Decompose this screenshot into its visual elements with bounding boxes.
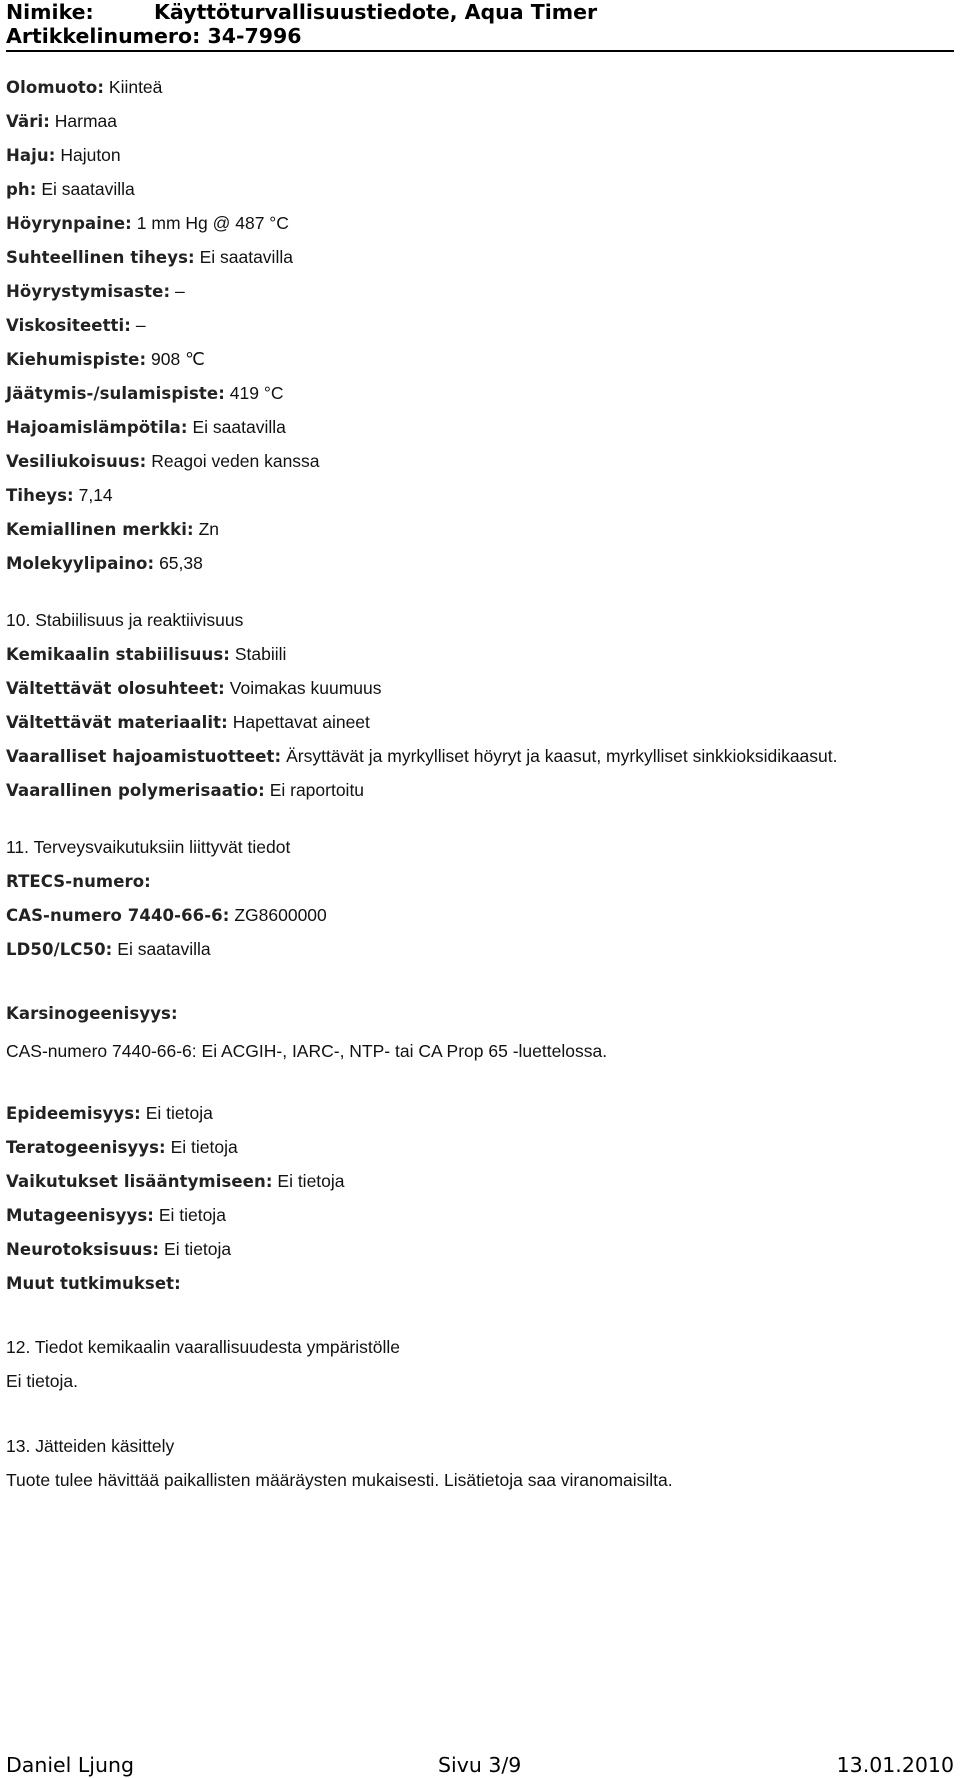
stability-value: Voimakas kuumuus: [229, 678, 382, 698]
property-value: Hajuton: [60, 145, 121, 165]
ld50-label: LD50/LC50:: [6, 940, 113, 959]
property-row: [6, 518, 219, 541]
article-number: Artikkelinumero: 34-7996: [6, 24, 302, 48]
toxicology-value: Ei tietoja: [164, 1239, 232, 1259]
toxicology-label: Mutageenisyys:: [6, 1206, 154, 1225]
property-label: Höyrynpaine:: [6, 214, 132, 233]
cas-row: [6, 904, 327, 927]
property-row: [6, 280, 185, 303]
property-label: Väri:: [6, 112, 50, 131]
rtecs-label: RTECS-numero:: [6, 872, 151, 891]
property-value: –: [135, 315, 146, 335]
toxicology-label: Teratogeenisyys:: [6, 1138, 166, 1157]
section-13-text: Tuote tulee hävittää paikallisten määräysten mukaisesti. Lisätietoja saa viranomaisilta.: [6, 1470, 673, 1490]
property-label: Viskositeetti:: [6, 316, 131, 335]
property-row: [6, 382, 283, 405]
property-value: Zn: [198, 519, 219, 539]
property-label: Tiheys:: [6, 486, 74, 505]
stability-row: [6, 745, 838, 768]
stability-value: Hapettavat aineet: [232, 712, 370, 732]
stability-label: Kemikaalin stabiilisuus:: [6, 645, 230, 664]
property-label: ph:: [6, 180, 37, 199]
property-row: [6, 416, 286, 439]
carcinogenicity-text: CAS-numero 7440-66-6: Ei ACGIH-, IARC-, NTP- tai CA Prop 65 -luettelossa.: [6, 1041, 608, 1061]
property-label: Hajoamislämpötila:: [6, 418, 188, 437]
property-value: 419 °C: [229, 383, 284, 403]
toxicology-value: Ei tietoja: [170, 1137, 238, 1157]
toxicology-value: Ei tietoja: [145, 1103, 213, 1123]
toxicology-value: Ei tietoja: [158, 1205, 226, 1225]
property-value: Ei saatavilla: [192, 417, 286, 437]
property-row: [6, 450, 320, 473]
property-row: [6, 314, 146, 337]
property-value: 1 mm Hg @ 487 °C: [136, 213, 289, 233]
property-value: Ei saatavilla: [199, 247, 293, 267]
property-value: Reagoi veden kanssa: [151, 451, 320, 471]
section-10-heading: 10. Stabiilisuus ja reaktiivisuus: [6, 610, 244, 630]
section-11-heading: 11. Terveysvaikutuksiin liittyvät tiedot: [6, 837, 291, 857]
property-row: [6, 348, 205, 371]
stability-label: Vältettävät olosuhteet:: [6, 679, 225, 698]
property-row: [6, 246, 293, 269]
property-label: Suhteellinen tiheys:: [6, 248, 195, 267]
property-row: [6, 212, 289, 235]
section-13-heading: 13. Jätteiden käsittely: [6, 1436, 175, 1456]
footer-date: 13.01.2010: [836, 1753, 954, 1777]
property-value: 7,14: [78, 485, 113, 505]
page-footer: [6, 1752, 954, 1778]
footer-page-number: Sivu 3/9: [438, 1753, 522, 1777]
property-label: Kemiallinen merkki:: [6, 520, 194, 539]
stability-label: Vaarallinen polymerisaatio:: [6, 781, 265, 800]
property-value: Kiinteä: [108, 77, 163, 97]
section-12-text: Ei tietoja.: [6, 1371, 78, 1391]
stability-row: [6, 711, 370, 734]
toxicology-value: Ei tietoja: [277, 1171, 345, 1191]
toxicology-row: [6, 1238, 231, 1261]
stability-value: Stabiili: [234, 644, 287, 664]
toxicology-row: [6, 1204, 226, 1227]
carcinogenicity-row: [6, 1002, 178, 1025]
property-label: Höyrystymisaste:: [6, 282, 171, 301]
stability-row: [6, 643, 286, 666]
property-value: 908 ℃: [151, 349, 205, 369]
property-label: Jäätymis-/sulamispiste:: [6, 384, 225, 403]
cas-label: CAS-numero 7440-66-6:: [6, 906, 230, 925]
rtecs-row: [6, 870, 151, 893]
property-label: Vesiliukoisuus:: [6, 452, 147, 471]
cas-value: ZG8600000: [234, 905, 327, 925]
property-row: [6, 178, 135, 201]
property-value: –: [175, 281, 185, 301]
property-row: [6, 110, 117, 133]
stability-label: Vaaralliset hajoamistuotteet:: [6, 747, 282, 766]
document-title: Käyttöturvallisuustiedote, Aqua Timer: [154, 0, 598, 24]
footer-author: Daniel Ljung: [6, 1753, 134, 1777]
property-value: Harmaa: [54, 111, 118, 131]
property-label: Molekyylipaino:: [6, 554, 155, 573]
carcinogenicity-label: Karsinogeenisyys:: [6, 1004, 178, 1023]
toxicology-label: Vaikutukset lisääntymiseen:: [6, 1172, 273, 1191]
property-row: [6, 552, 203, 575]
property-row: [6, 144, 121, 167]
name-label: Nimike:: [6, 0, 94, 24]
property-label: Kiehumispiste:: [6, 350, 147, 369]
property-row: [6, 76, 162, 99]
section-12-heading: 12. Tiedot kemikaalin vaarallisuudesta ympäristölle: [6, 1337, 400, 1357]
toxicology-row: [6, 1136, 238, 1159]
property-row: [6, 484, 113, 507]
toxicology-label: Muut tutkimukset:: [6, 1274, 181, 1293]
toxicology-row: [6, 1170, 345, 1193]
stability-row: [6, 677, 382, 700]
toxicology-row: [6, 1102, 213, 1125]
property-value: 65,38: [159, 553, 203, 573]
property-label: Haju:: [6, 146, 56, 165]
toxicology-label: Neurotoksisuus:: [6, 1240, 160, 1259]
property-label: Olomuoto:: [6, 78, 105, 97]
stability-label: Vältettävät materiaalit:: [6, 713, 228, 732]
document-header: [6, 0, 954, 52]
toxicology-row: [6, 1272, 181, 1295]
ld50-value: Ei saatavilla: [117, 939, 211, 959]
ld50-row: [6, 938, 211, 961]
toxicology-label: Epideemisyys:: [6, 1104, 141, 1123]
property-value: Ei saatavilla: [41, 179, 135, 199]
stability-value: Ärsyttävät ja myrkylliset höyryt ja kaasut, myrkylliset sinkkioksidikaasut.: [286, 746, 838, 766]
stability-row: [6, 779, 364, 802]
stability-value: Ei raportoitu: [269, 780, 365, 800]
